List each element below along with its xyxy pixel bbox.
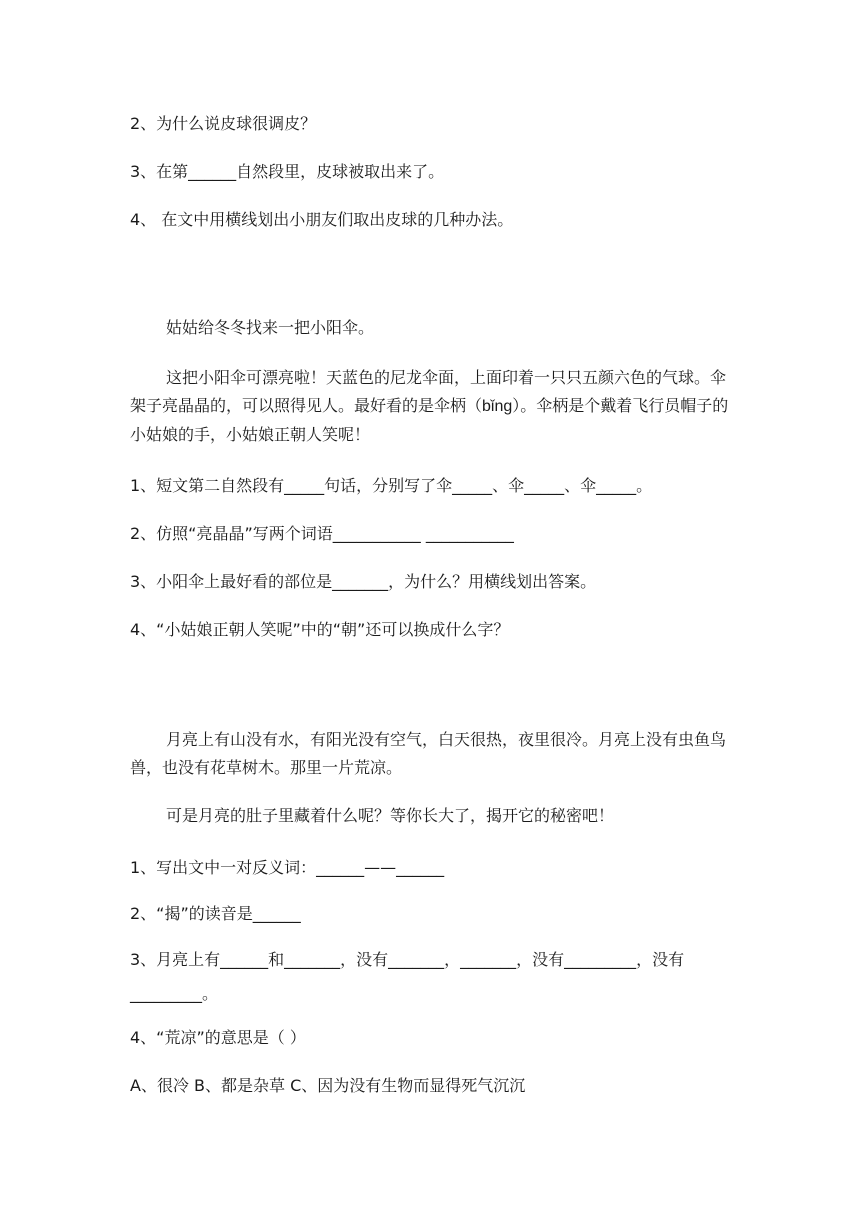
question-3: 3、在第______自然段里，皮球被取出来了。 <box>130 162 445 181</box>
question-2: 2、为什么说皮球很调皮？ <box>130 114 317 133</box>
passage-paragraph-1: 姑姑给冬冬找来一把小阳伞。 <box>166 318 375 337</box>
question-3: 3、小阳伞上最好看的部位是_______，为什么？用横线划出答案。 <box>130 572 597 591</box>
passage-paragraph-2: 可是月亮的肚子里藏着什么呢？等你长大了，揭开它的秘密吧！ <box>166 806 615 825</box>
passage-paragraph-1: 月亮上有山没有水，有阳光没有空气，白天很热，夜里很冷。月亮上没有虫鱼鸟兽，也没有花草树木。那里一片荒凉。 <box>130 730 727 777</box>
passage-paragraph-2 <box>130 364 738 449</box>
paragraph-text-b: ）。伞柄是个戴着飞行员帽子的小姑娘的手，小姑娘正朝人笑呢！ <box>130 396 729 444</box>
pinyin-annotation: bǐng <box>482 398 513 415</box>
question-1: 1、写出文中一对反义词：______——______ <box>130 858 445 877</box>
answer-options: A、很冷 B、都是杂草 C、因为没有生物而显得死气沉沉 <box>130 1076 526 1095</box>
paragraph-text-a: 这把小阳伞可漂亮啦！天蓝色的尼龙伞面，上面印着一只只五颜六色的气球。伞架子亮晶晶的，可以照得见人。最好看的是伞柄（ <box>130 368 727 415</box>
question-4: 4、“荒凉”的意思是（ ） <box>130 1028 306 1047</box>
question-3-line-2: _________。 <box>130 984 219 1003</box>
question-2: 2、“揭”的读音是______ <box>130 904 301 923</box>
question-3-line-1: 3、月亮上有______和_______，没有_______，_______，没有_________，没有 <box>130 950 685 969</box>
question-1: 1、短文第二自然段有_____句话，分别写了伞_____、伞_____、伞_____。 <box>130 476 653 495</box>
question-2: 2、仿照“亮晶晶”写两个词语___________ ___________ <box>130 524 514 543</box>
question-4: 4、 在文中用横线划出小朋友们取出皮球的几种办法。 <box>130 210 514 229</box>
question-4: 4、“小姑娘正朝人笑呢”中的“朝”还可以换成什么字？ <box>130 620 510 639</box>
